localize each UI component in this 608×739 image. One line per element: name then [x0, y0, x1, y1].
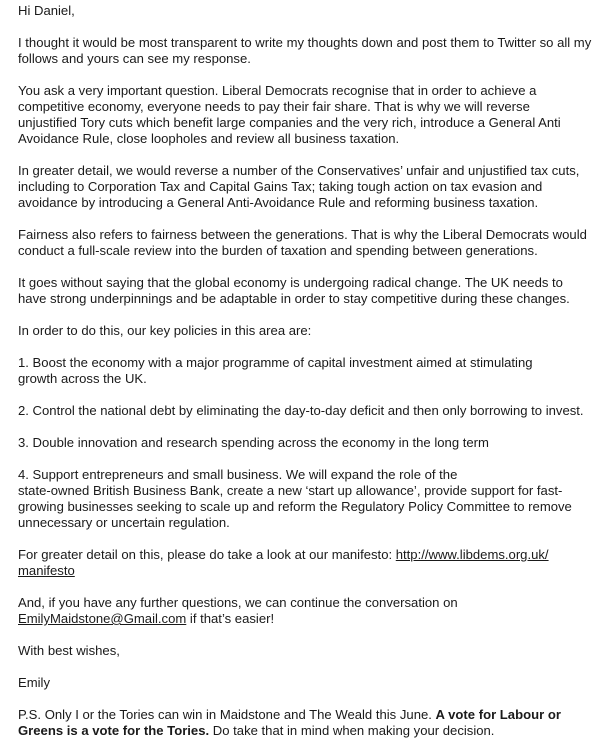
greeting: Hi Daniel,	[18, 3, 75, 18]
text-line: competitive economy, everyone needs to pay their fair share. That is why we will reverse	[18, 99, 530, 114]
text-line: And, if you have any further questions, we can continue the conversation on	[18, 595, 458, 610]
text-line: have strong underpinnings and be adaptable in order to stay competitive during these changes.	[18, 291, 570, 306]
text-line: 1. Boost the economy with a major programme of capital investment aimed at stimulating	[18, 355, 533, 370]
text-line: growing businesses seeking to scale up and reform the Regulatory Policy Committee to remove	[18, 499, 572, 514]
paragraph-global-economy	[18, 275, 598, 307]
paragraph-detail	[18, 163, 598, 211]
letter-body	[18, 3, 598, 739]
ps-bold-text: A vote for Labour or	[435, 707, 561, 722]
text-line: conduct a full-scale review into the burden of taxation and spending between generations.	[18, 243, 538, 258]
text-line: growth across the UK.	[18, 371, 147, 386]
text-line: unjustified Tory cuts which benefit large companies and the very rich, introduce a General Anti	[18, 115, 561, 130]
text-line: state-owned British Business Bank, create a new ‘start up allowance’, provide support for fast-	[18, 483, 563, 498]
text-line: I thought it would be most transparent to write my thoughts down and post them to Twitter so all my	[18, 35, 592, 50]
text-line: Avoidance Rule, close loopholes and review all business taxation.	[18, 131, 400, 146]
text-line: avoidance by introducing a General Anti-Avoidance Rule and reforming business taxation.	[18, 195, 539, 210]
text-line: It goes without saying that the global economy is undergoing radical change. The UK needs to	[18, 275, 563, 290]
manifesto-intro-text: For greater detail on this, please do take a look at our manifesto:	[18, 547, 396, 562]
manifesto-link[interactable]: http://www.libdems.org.uk/	[395, 547, 549, 562]
signoff: With best wishes,	[18, 643, 120, 658]
postscript	[18, 707, 598, 739]
policy-item-2: 2. Control the national debt by eliminating the day-to-day deficit and then only borrowing to invest.	[18, 403, 584, 418]
manifesto-link-continued[interactable]: manifesto	[18, 563, 75, 578]
policy-item-3: 3. Double innovation and research spending across the economy in the long term	[18, 435, 489, 450]
paragraph-contact	[18, 595, 598, 627]
policy-item-4	[18, 467, 598, 531]
paragraph-key-policies: In order to do this, our key policies in this area are:	[18, 323, 312, 338]
policy-item-1	[18, 355, 598, 387]
email-link[interactable]: EmilyMaidstone@Gmail.com	[18, 611, 187, 626]
text-line: Fairness also refers to fairness between the generations. That is why the Liberal Democrats would	[18, 227, 587, 242]
text-line: 4. Support entrepreneurs and small business. We will expand the role of the	[18, 467, 458, 482]
signature: Emily	[18, 675, 51, 690]
ps-end-text: Do take that in mind when making your decision.	[209, 723, 495, 738]
text-line: follows and yours can see my response.	[18, 51, 251, 66]
text-line: You ask a very important question. Liberal Democrats recognise that in order to achieve a	[18, 83, 537, 98]
paragraph-generations	[18, 227, 598, 259]
paragraph-manifesto	[18, 547, 598, 579]
text-line: unnecessary or uncertain regulation.	[18, 515, 230, 530]
paragraph-fair-share	[18, 83, 598, 147]
contact-after-text: if that’s easier!	[186, 611, 275, 626]
ps-text: P.S. Only I or the Tories can win in Maidstone and The Weald this June.	[18, 707, 436, 722]
text-line: including to Corporation Tax and Capital Gains Tax; taking tough action on tax evasion and	[18, 179, 543, 194]
text-line: In greater detail, we would reverse a number of the Conservatives’ unfair and unjustified tax cuts,	[18, 163, 580, 178]
ps-bold-text-continued: Greens is a vote for the Tories.	[18, 723, 210, 738]
paragraph-intro	[18, 35, 598, 67]
